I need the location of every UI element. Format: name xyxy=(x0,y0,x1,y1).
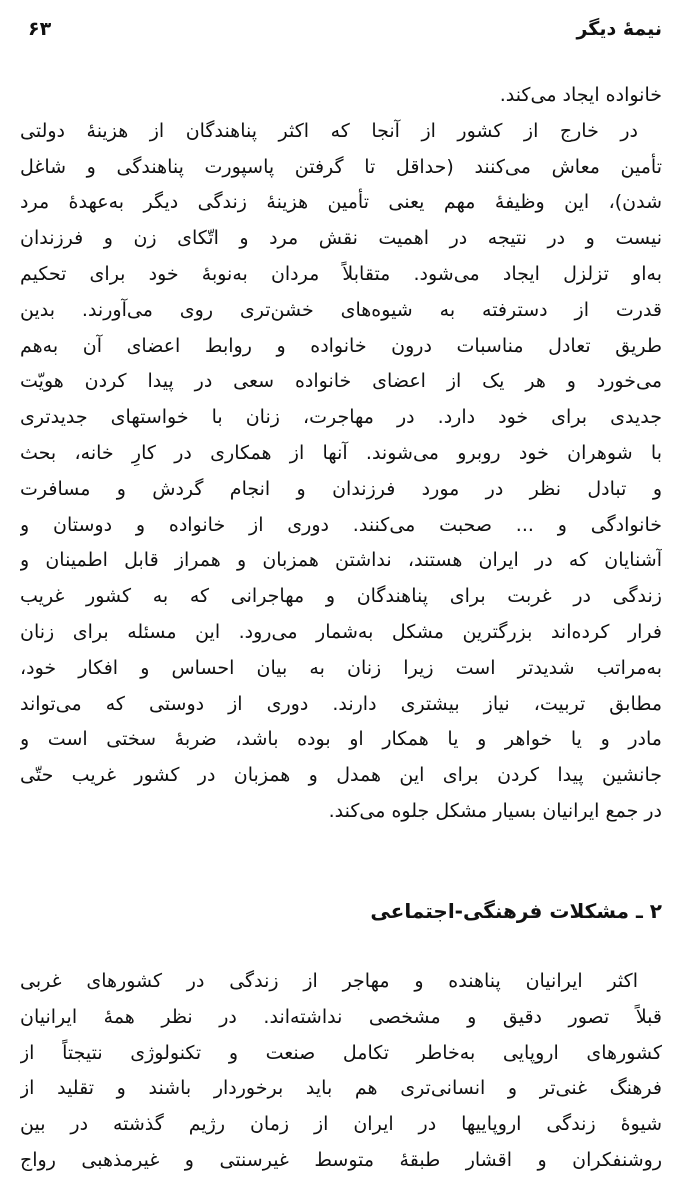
book-title: نیمهٔ دیگر xyxy=(576,18,662,40)
section-heading: ۲ ـ مشکلات فرهنگی-اجتماعی xyxy=(370,899,662,923)
paragraph-line: فرار کرده‌اند بزرگترین مشکل به‌شمار می‌رود. این مسئله برای زنان xyxy=(20,620,662,643)
paragraph-line: خانواده ایجاد می‌کند. xyxy=(499,84,662,106)
paragraph-line: زندگی در غربت برای پناهندگان و مهاجرانی که به کشور غریب xyxy=(20,585,662,608)
paragraph-line: کشورهای اروپایی به‌خاطر تکامل صنعت و تکنولوژی نتیجتاً از xyxy=(20,1041,662,1064)
running-header xyxy=(28,18,662,48)
paragraph-line: شدن)، این وظیفهٔ مهم یعنی تأمین هزینهٔ زندگی دیگر به‌عهدهٔ مرد xyxy=(20,191,662,214)
paragraph-line: فرهنگ غنی‌تر و انسانی‌تری هم باید برخوردار باشند و تقلید از xyxy=(20,1077,662,1100)
paragraph-line: آشنایان که در ایران هستند، نداشتن همزبان و همراز قابل اطمینان و xyxy=(20,549,662,572)
paragraph-line: خانوادگی و ... صحبت می‌کنند. دوری از خانواده و دوستان و xyxy=(20,513,662,536)
paragraph-line: به‌او تزلزل ایجاد می‌شود. متقابلاً مردان به‌نوبهٔ خود برای تحکیم xyxy=(20,262,662,285)
paragraph-line: طریق تعادل مناسبات درون خانواده و روابط اعضای آن به‌هم xyxy=(20,334,662,357)
paragraph-line: قبلاً تصور دقیق و مشخصی نداشته‌اند. در نظر همهٔ ایرانیان xyxy=(20,1005,662,1028)
paragraph-line: نیست و در نتیجه در اهمیت نقش مرد و اتّکای زن و فرزندان xyxy=(20,227,662,250)
section-2-body xyxy=(20,964,662,1179)
paragraph-line: و تبادل نظر در مورد فرزندان و انجام گردش و مسافرت xyxy=(20,477,662,500)
paragraph-line: با شوهران خود روبرو می‌شوند. آنها از همکاری در کارِ خانه، بحث xyxy=(20,441,662,464)
paragraph-line: مطابق تربیت، نیاز بیشتری دارند. دوری از دوستی که می‌تواند xyxy=(20,692,662,715)
paragraph-line: روشنفکران و اقشار طبقهٔ متوسط غیرسنتی و غیرمذهبی رواج xyxy=(20,1148,662,1171)
paragraph-line: به‌مراتب شدیدتر است زیرا زنان به بیان احساس و افکار خود، xyxy=(20,656,662,679)
paragraph-line: شیوهٔ زندگی اروپاییها در ایران از زمان رژیم گذشته در بین xyxy=(20,1113,662,1136)
paragraph-line: می‌خورد و هر یک از اعضای خانواده سعی در پیدا کردن هویّت xyxy=(20,370,662,393)
paragraph-line: جدیدی برای خود دارد. در مهاجرت، زنان با خواستهای جدیدتری xyxy=(20,406,662,429)
paragraph-line: در خارج از کشور از آنجا که اکثر پناهندگان از هزینهٔ دولتی xyxy=(20,119,638,142)
section-1-body xyxy=(20,78,662,830)
page-number: ۶۳ xyxy=(28,18,52,40)
paragraph-line: اکثر ایرانیان پناهنده و مهاجر از زندگی در کشورهای غربی xyxy=(20,970,638,992)
paragraph-line: در جمع ایرانیان بسیار مشکل جلوه می‌کند. xyxy=(328,799,662,822)
paragraph-line: تأمین معاش می‌کنند (حداقل تا گرفتن پاسپورت پناهندگی و شاغل xyxy=(20,155,662,178)
paragraph-line: قدرت از دسترفته به شیوه‌های خشن‌تری روی می‌آورند. بدین xyxy=(20,298,662,321)
paragraph-line: مادر و یا خواهر و یا همکار او بوده باشد، ضربهٔ سختی است و xyxy=(20,728,662,751)
paragraph-line: جانشین پیدا کردن برای این همدل و همزبان در کشور غریب حتّی xyxy=(20,764,662,787)
